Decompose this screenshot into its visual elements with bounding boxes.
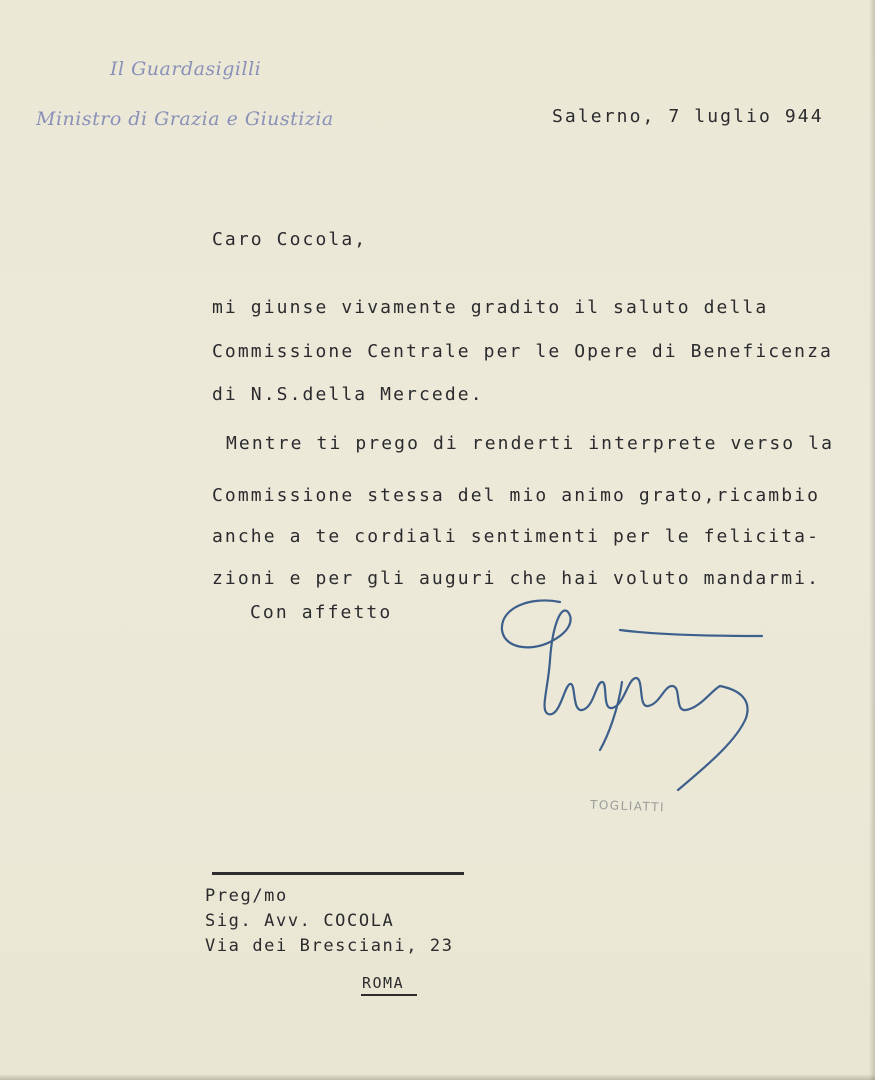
- closing: Con affetto: [250, 602, 393, 623]
- signature-icon: [490, 590, 780, 800]
- body-line: di N.S.della Mercede.: [212, 384, 484, 405]
- paper-edge-right: [869, 0, 875, 1080]
- body-line: anche a te cordiali sentimenti per le felicita-: [212, 526, 821, 547]
- letterhead-ministry: Ministro di Grazia e Giustizia: [36, 108, 334, 130]
- address-divider: [212, 872, 464, 875]
- city-underline: [361, 994, 417, 996]
- address-honorific: Preg/mo: [205, 886, 288, 906]
- body-line: Commissione stessa del mio animo grato,ricambio: [212, 485, 821, 506]
- pencil-annotation: TOGLIATTI: [589, 797, 666, 815]
- salutation: Caro Cocola,: [212, 229, 368, 250]
- address-street: Via dei Bresciani, 23: [205, 936, 454, 956]
- body-line: zioni e per gli auguri che hai voluto mandarmi.: [212, 568, 821, 589]
- body-line: Mentre ti prego di renderti interprete verso la: [226, 433, 835, 454]
- body-line: Commissione Centrale per le Opere di Beneficenza: [212, 341, 833, 362]
- address-recipient: Sig. Avv. COCOLA: [205, 911, 395, 931]
- letter-date: Salerno, 7 luglio 944: [552, 106, 824, 127]
- address-city: ROMA: [362, 974, 405, 992]
- body-line: mi giunse vivamente gradito il saluto della: [212, 297, 769, 318]
- paper-edge-bottom: [0, 1074, 875, 1080]
- letterhead-title: Il Guardasigilli: [110, 58, 262, 80]
